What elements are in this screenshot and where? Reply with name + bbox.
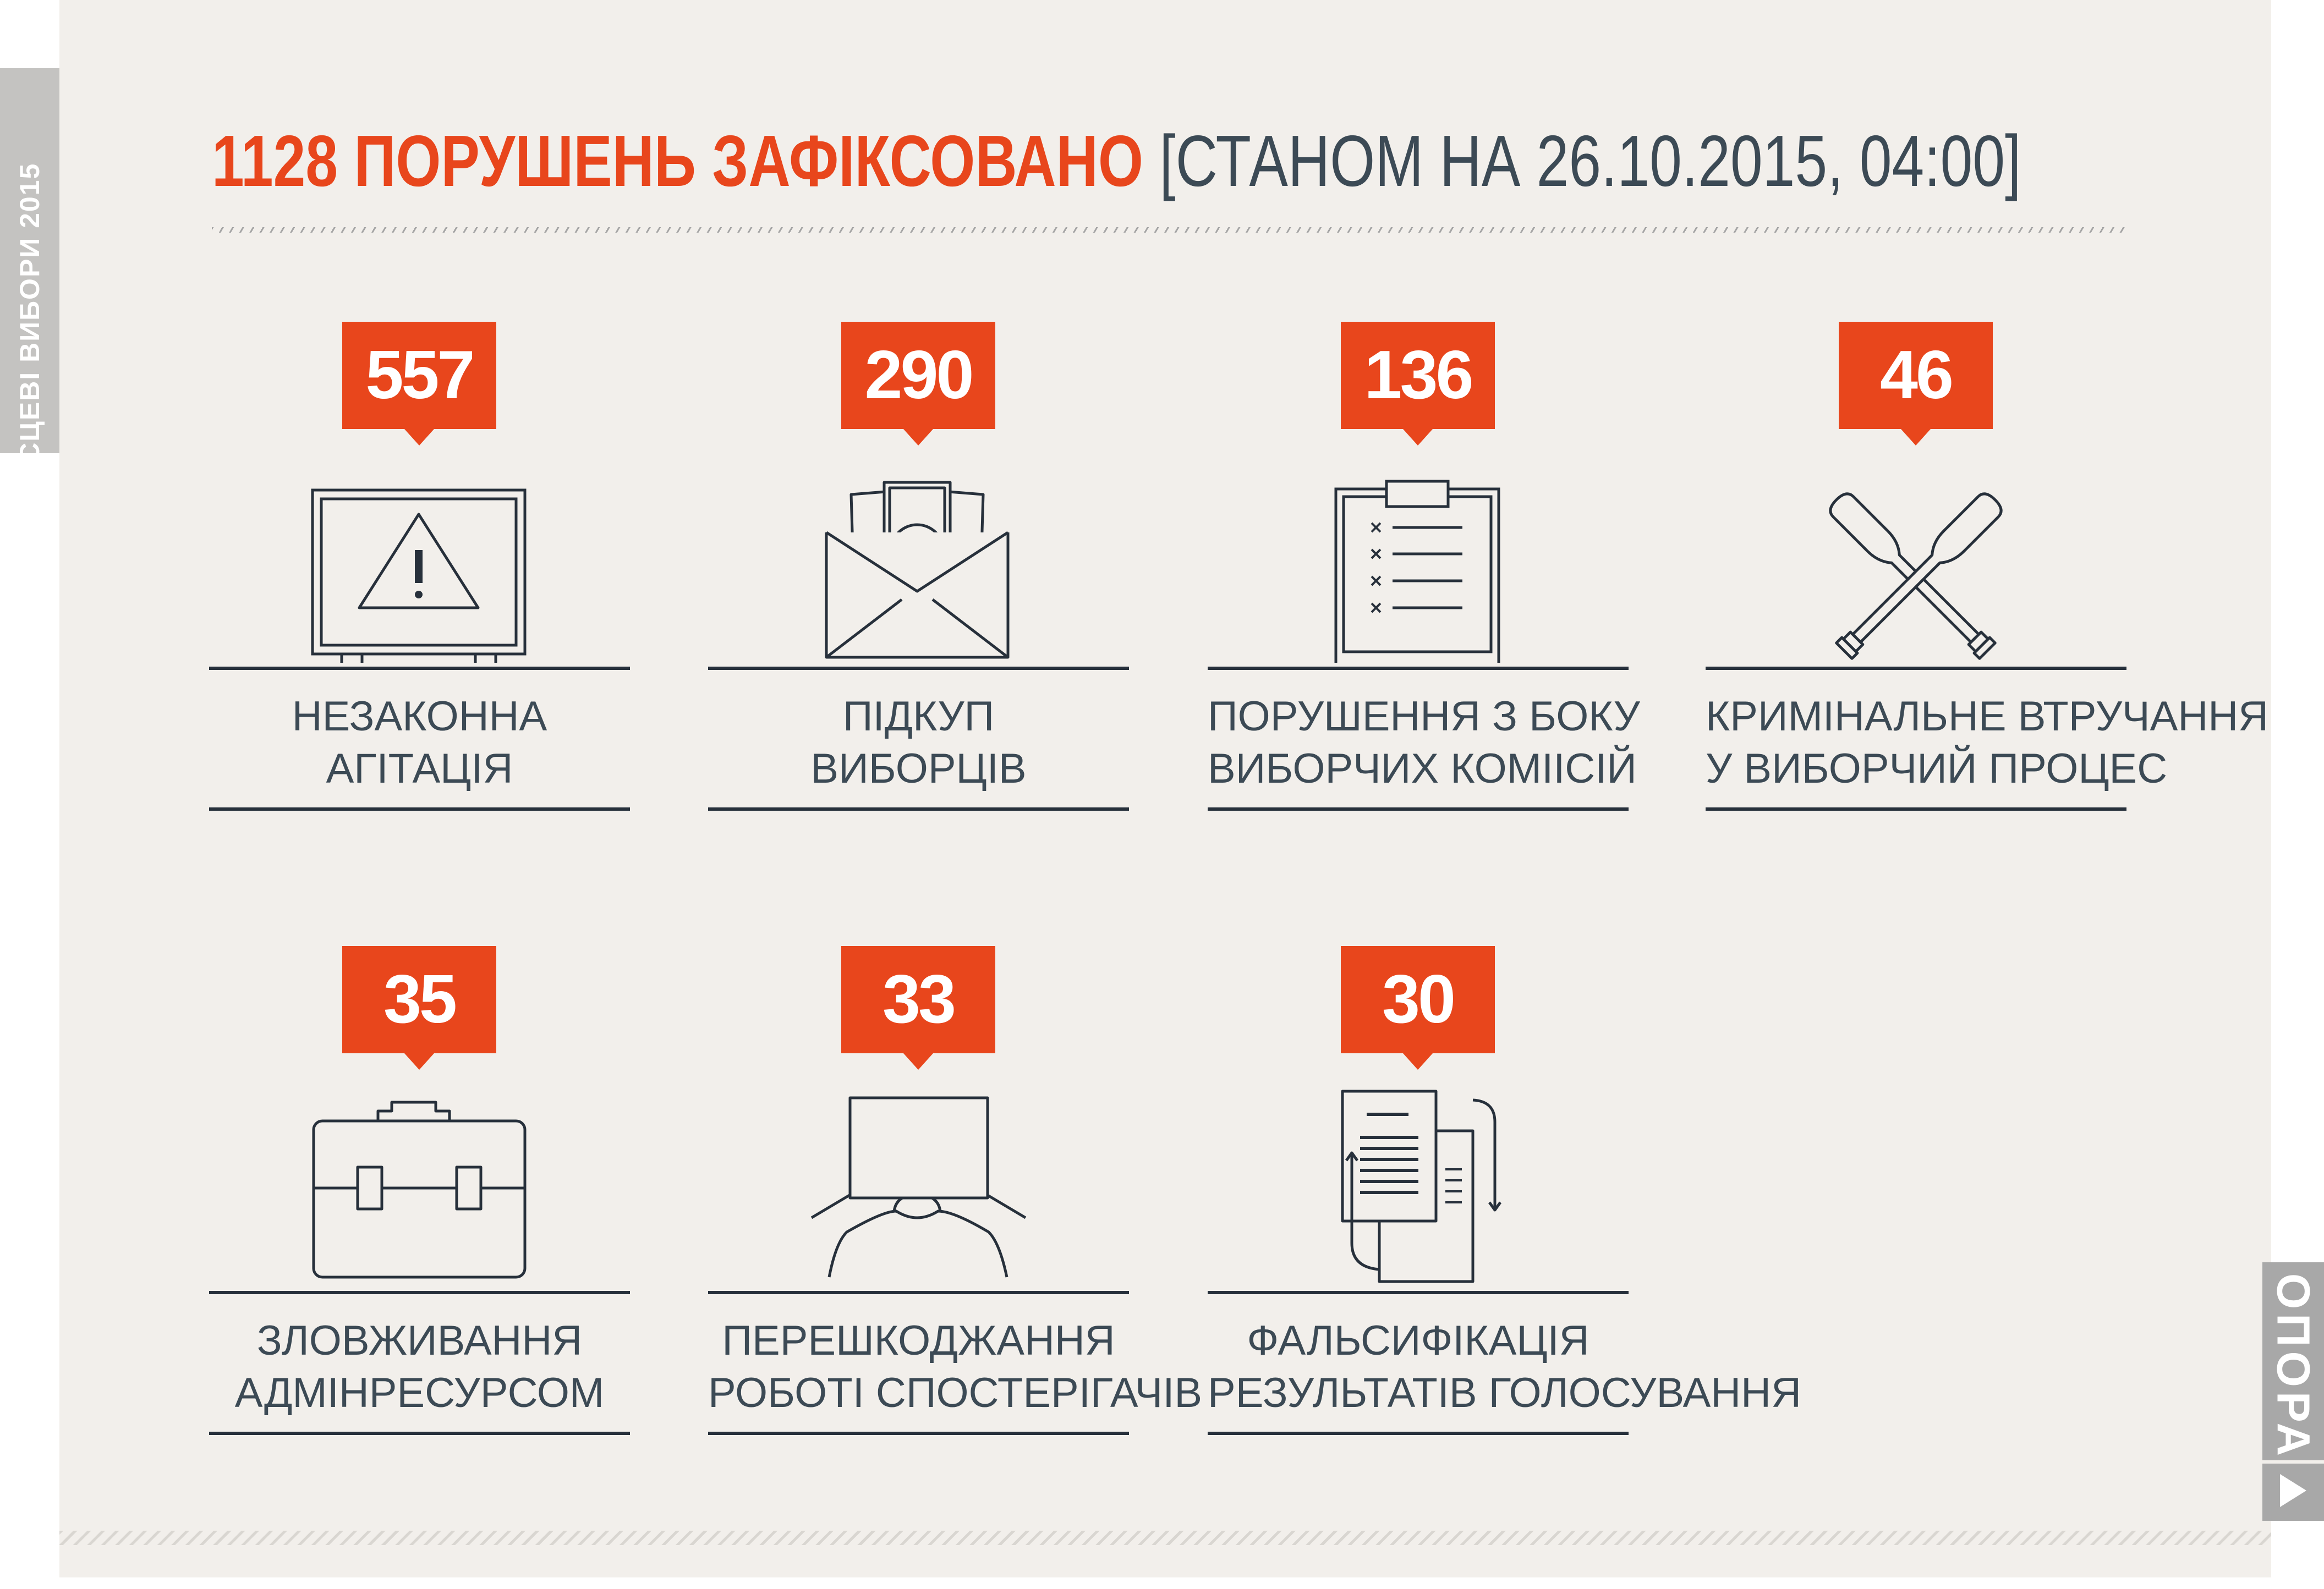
opora-logo (2262, 1262, 2324, 1521)
tile-divider-bottom (708, 807, 1129, 811)
label-line-1: КРИМІНАЛЬНЕ ВТРУЧАННЯ (1706, 693, 2269, 740)
title-main: 1128 ПОРУШЕНЬ ЗАФІКСОВАНО (212, 120, 1144, 201)
value-label: 136 (1364, 337, 1472, 413)
label-line-2: ВИБОРЦІВ (810, 745, 1027, 792)
title-divider (212, 227, 2126, 233)
value-label: 35 (383, 961, 455, 1037)
category-tile (708, 946, 1203, 1474)
category-tile (209, 946, 630, 1474)
category-label (708, 690, 1129, 795)
label-line-2: АГІТАЦІЯ (326, 745, 513, 792)
label-line-1: ПІДКУП (842, 693, 995, 740)
category-label (1208, 690, 1640, 795)
tile-divider-top (708, 1291, 1129, 1294)
logo-separator (2262, 1460, 2324, 1464)
side-tab-text: МІСЦЕВІ ВИБОРИ 2015 (14, 162, 45, 496)
value-label: 46 (1880, 337, 1952, 413)
title-sub: [СТАНОМ НА 26.10.2015, 04:00] (1159, 120, 2021, 201)
tile-divider-bottom (209, 1432, 630, 1435)
value-label: 33 (883, 961, 954, 1037)
label-line-1: ЗЛОВЖИВАННЯ (256, 1317, 583, 1364)
value-badge (342, 946, 496, 1053)
value-badge (841, 322, 995, 429)
category-tile (1706, 322, 2269, 850)
tile-divider-bottom (1706, 807, 2126, 811)
play-triangle-icon (2280, 1474, 2306, 1507)
value-badge (1341, 946, 1495, 1053)
label-line-2: ВИБОРЧИХ КОМІІСІЙ (1208, 745, 1637, 792)
category-tile (1208, 946, 1801, 1474)
clipboard-checklist-icon (1208, 443, 1629, 663)
briefcase-icon (209, 1067, 630, 1287)
tile-divider-bottom (1208, 1432, 1629, 1435)
tile-divider-top (1208, 667, 1629, 670)
category-tile (209, 322, 630, 850)
value-label: 30 (1382, 961, 1454, 1037)
bottom-hatch (59, 1531, 2271, 1545)
value-label: 290 (864, 337, 972, 413)
tile-divider-bottom (708, 1432, 1129, 1435)
value-badge (342, 322, 496, 429)
label-line-2: АДМІНРЕСУРСОМ (234, 1370, 605, 1416)
category-label (1706, 690, 2269, 795)
tile-divider-bottom (209, 807, 630, 811)
category-label (209, 1315, 630, 1419)
tile-divider-top (1706, 667, 2126, 670)
value-badge (1341, 322, 1495, 429)
blocked-person-icon (708, 1067, 1129, 1287)
category-tile (1208, 322, 1640, 850)
category-label (1208, 1315, 1801, 1419)
label-line-1: ПОРУШЕННЯ З БОКУ (1208, 693, 1640, 740)
label-line-2: РЕЗУЛЬТАТІВ ГОЛОСУВАННЯ (1208, 1370, 1801, 1416)
tile-divider-top (1208, 1291, 1629, 1294)
category-label (209, 690, 630, 795)
logo-text: ОПОРА (2267, 1273, 2320, 1461)
tile-divider-top (209, 667, 630, 670)
category-label (708, 1315, 1203, 1419)
tile-divider-top (209, 1291, 630, 1294)
crossed-bats-icon (1706, 443, 2126, 663)
tile-divider-top (708, 667, 1129, 670)
warning-billboard-icon (209, 443, 630, 663)
swapped-documents-icon (1208, 1067, 1629, 1287)
label-line-2: У ВИБОРЧИЙ ПРОЦЕС (1706, 745, 2168, 792)
value-label: 557 (365, 337, 473, 413)
tile-divider-bottom (1208, 807, 1629, 811)
label-line-1: ПЕРЕШКОДЖАННЯ (722, 1317, 1115, 1364)
money-envelope-icon (708, 443, 1129, 663)
value-badge (1839, 322, 1993, 429)
label-line-2: РОБОТІ СПОСТЕРІГАЧІВ (708, 1370, 1203, 1416)
value-badge (841, 946, 995, 1053)
page-title (212, 120, 2021, 202)
side-tab (0, 68, 59, 496)
category-tile (708, 322, 1129, 850)
label-line-1: НЕЗАКОННА (292, 693, 547, 740)
label-line-1: ФАЛЬСИФІКАЦІЯ (1247, 1317, 1589, 1364)
